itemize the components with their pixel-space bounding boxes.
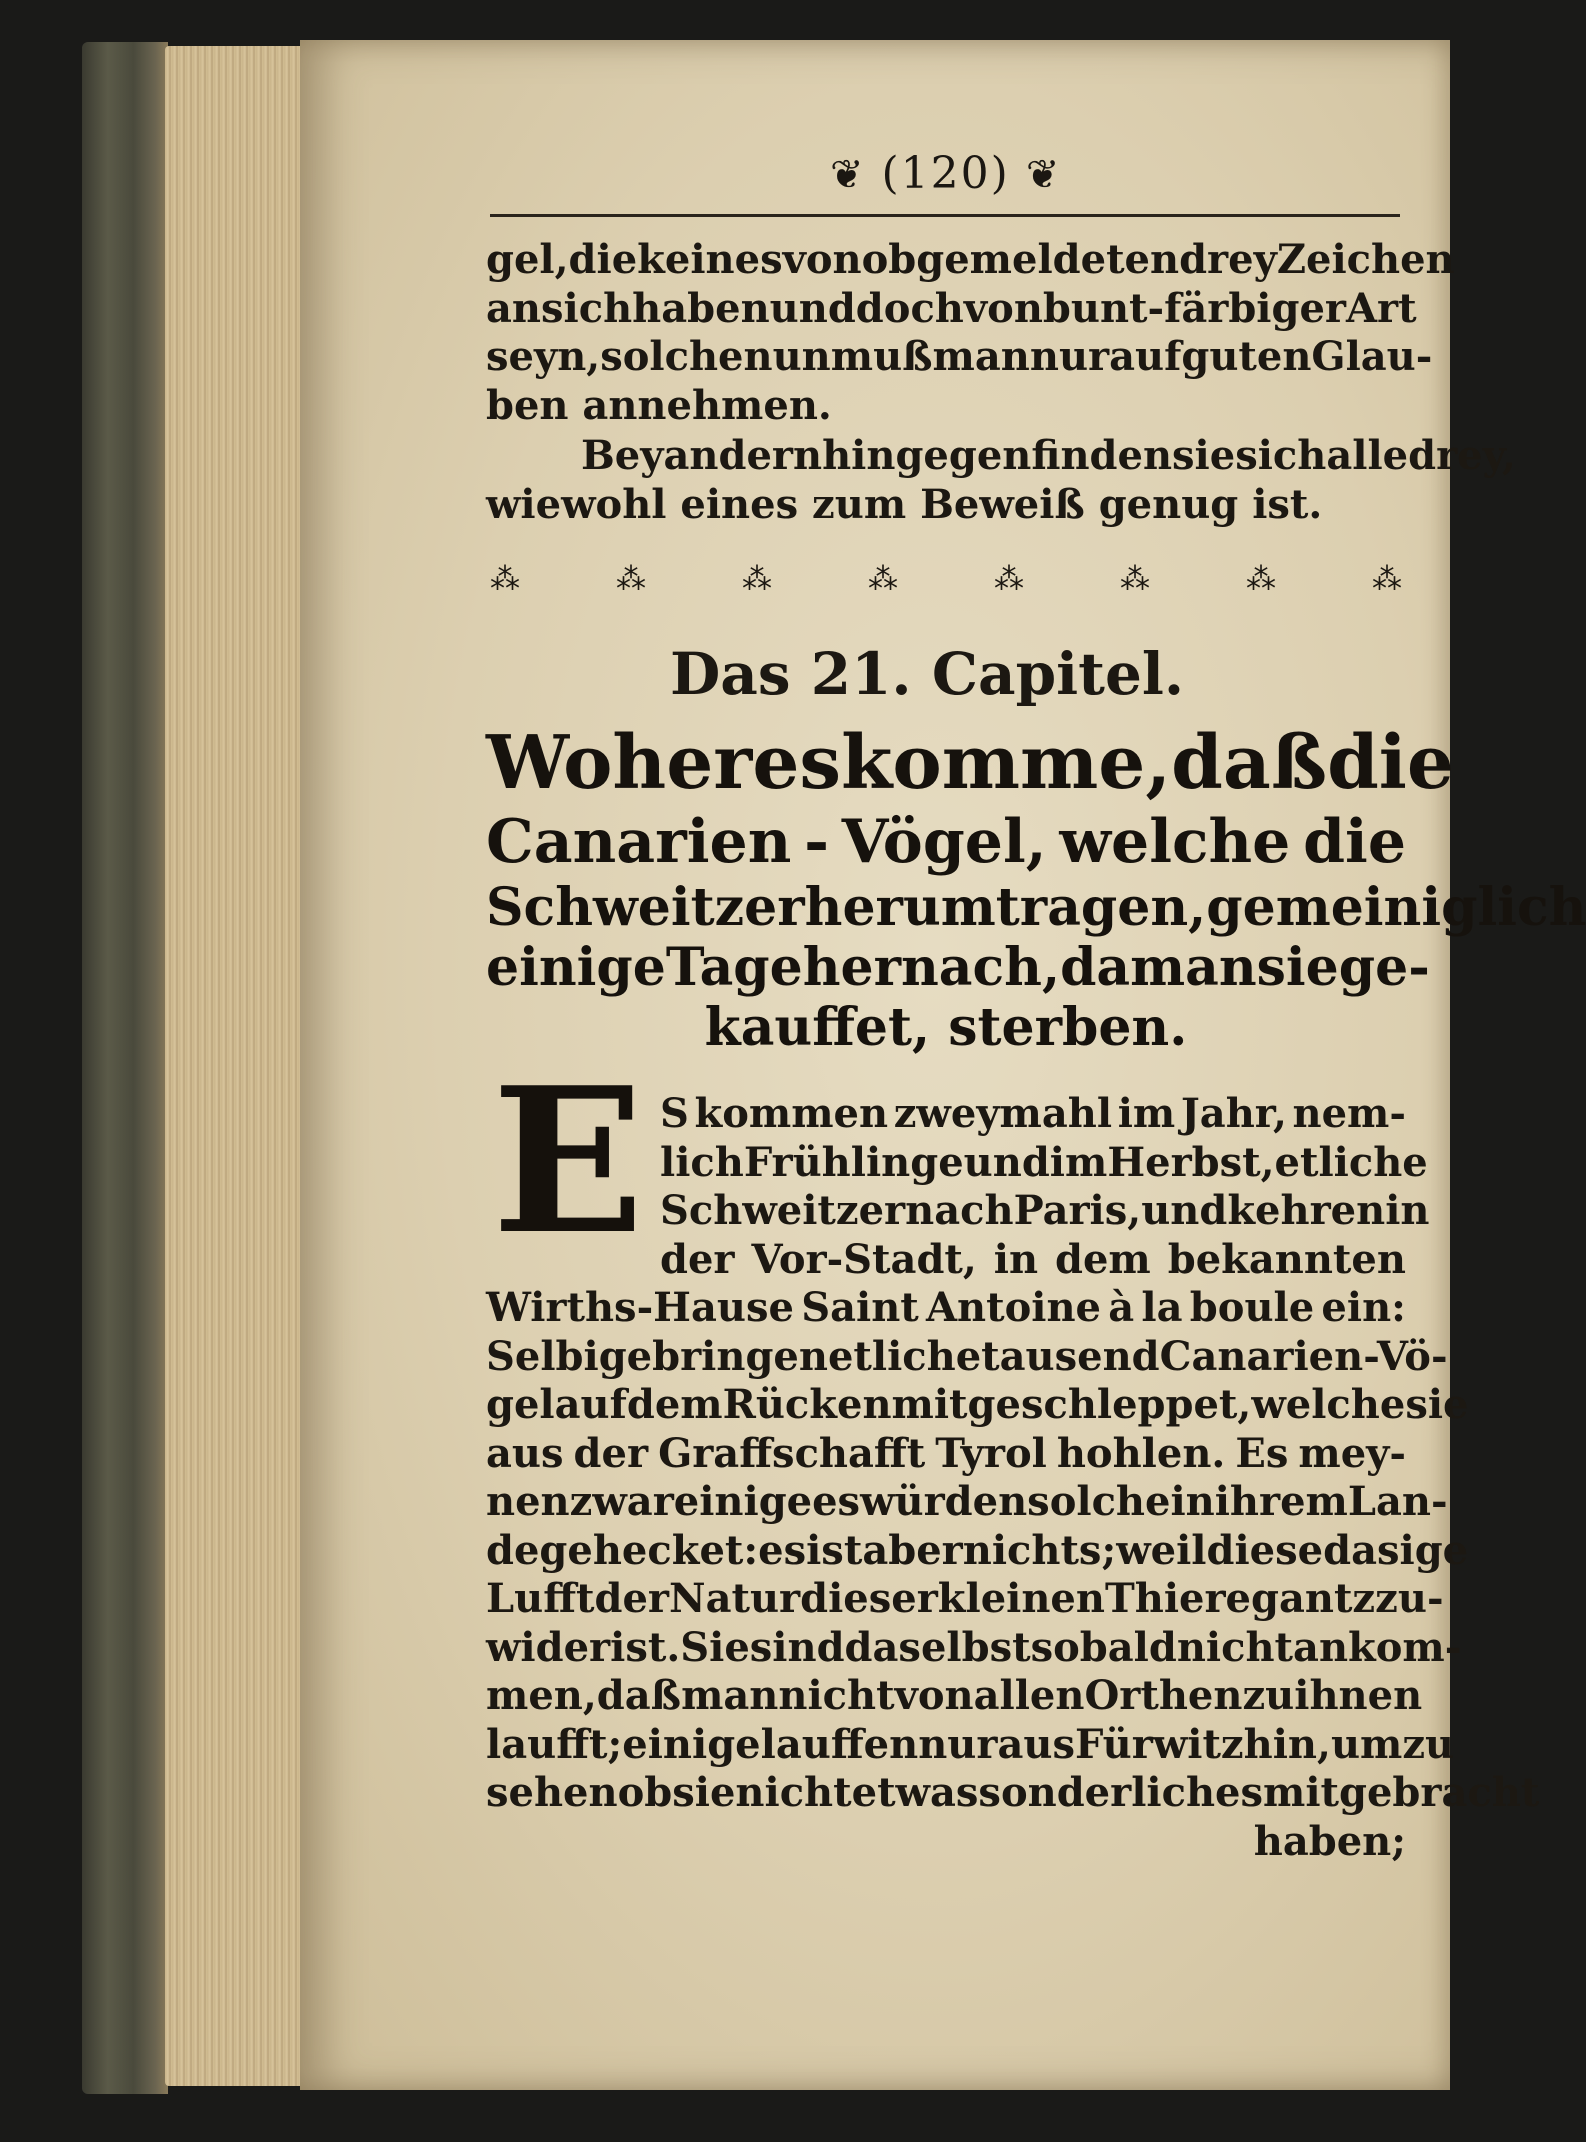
page-number: (120): [881, 148, 1010, 199]
text-line: Selbige bringen etliche tausend Canarien-Vö-: [486, 1332, 1448, 1380]
title-line: Woher es komme, daß die: [486, 720, 1454, 806]
divider-ornament: ⁂: [490, 562, 520, 597]
divider-ornament: ⁂: [1372, 562, 1402, 597]
text-line: wider ist. Sie sind daselbst so bald nicht ankom-: [486, 1623, 1462, 1671]
text-line: men, daß man nicht von allen Orthen zu ihnen: [486, 1672, 1423, 1719]
top-paragraph: [486, 236, 1455, 430]
text-line: an sich haben und doch von bunt-färbiger Art: [486, 284, 1417, 332]
text-line: Lufft der Natur dieser kleinen Thiere gantz zu-: [486, 1575, 1444, 1622]
header-rule: [490, 214, 1400, 217]
divider-ornament: ⁂: [742, 562, 772, 597]
divider-ornament: ⁂: [1120, 562, 1150, 597]
text-line: de gehecket: es ist aber nichts; weil diese dasige: [486, 1526, 1469, 1574]
text-line: nen zwar einige es würden solche in ihrem Lan-: [486, 1478, 1448, 1525]
text-line: Schweitzer nach Paris, und kehren in: [660, 1187, 1430, 1234]
text-line: gel, die keines von obgemeldeten drey Zeichen: [486, 236, 1455, 283]
text-line: sehen ob sie nicht etwas sonderliches mitgebracht: [486, 1769, 1540, 1816]
text-line: ben annehmen.: [486, 381, 832, 429]
second-paragraph: [486, 432, 1516, 529]
text-line: S kommen zweymahl im Jahr, nem-: [660, 1090, 1406, 1137]
text-line: aus der Graffschafft Tyrol hohlen. Es mey-: [486, 1429, 1406, 1477]
text-line: Wirths-Hause Saint Antoine à la boule ein:: [486, 1284, 1406, 1331]
text-line: wiewohl eines zum Beweiß genug ist.: [486, 480, 1323, 528]
title-line: einige Tage hernach, da man sie ge-: [486, 937, 1430, 998]
body-lines-indented: [660, 1090, 1430, 1284]
divider-ornament: ⁂: [994, 562, 1024, 597]
text-line: seyn, solche nun muß man nur auf guten Glau-: [486, 333, 1433, 380]
body-paragraph: [486, 1284, 1540, 1866]
divider-ornament: ⁂: [616, 562, 646, 597]
text-line: gel auf dem Rücken mitgeschleppet, welche sie: [486, 1381, 1469, 1428]
catchword: haben;: [1253, 1817, 1406, 1865]
title-line: Schweitzer herum tragen, gemeiniglich: [486, 877, 1586, 938]
ornament-divider: [490, 562, 1402, 598]
text-line: der Vor-Stadt, in dem bekannten: [660, 1235, 1406, 1283]
book-spine: [82, 42, 168, 2094]
drop-capital: E: [491, 1044, 645, 1279]
divider-ornament: ⁂: [1246, 562, 1276, 597]
header-ornament-right: ❦: [1025, 152, 1062, 198]
chapter-title: [486, 720, 1586, 1058]
title-line: kauffet, sterben.: [704, 997, 1188, 1058]
chapter-heading: Das 21. Capitel.: [670, 640, 1185, 708]
page-header: [830, 148, 1061, 199]
text-line: laufft; einige lauffen nur aus Fürwitz hin, um zu: [486, 1720, 1455, 1768]
header-ornament-left: ❦: [830, 152, 866, 198]
text-line: Bey andern hingegen finden sie sich alle drey,: [581, 432, 1516, 479]
page-edges: [165, 46, 315, 2086]
divider-ornament: ⁂: [868, 562, 898, 597]
title-line: Canarien - Vögel, welche die: [486, 807, 1406, 877]
text-line: lich Frühlinge und im Herbst, etliche: [660, 1138, 1428, 1186]
